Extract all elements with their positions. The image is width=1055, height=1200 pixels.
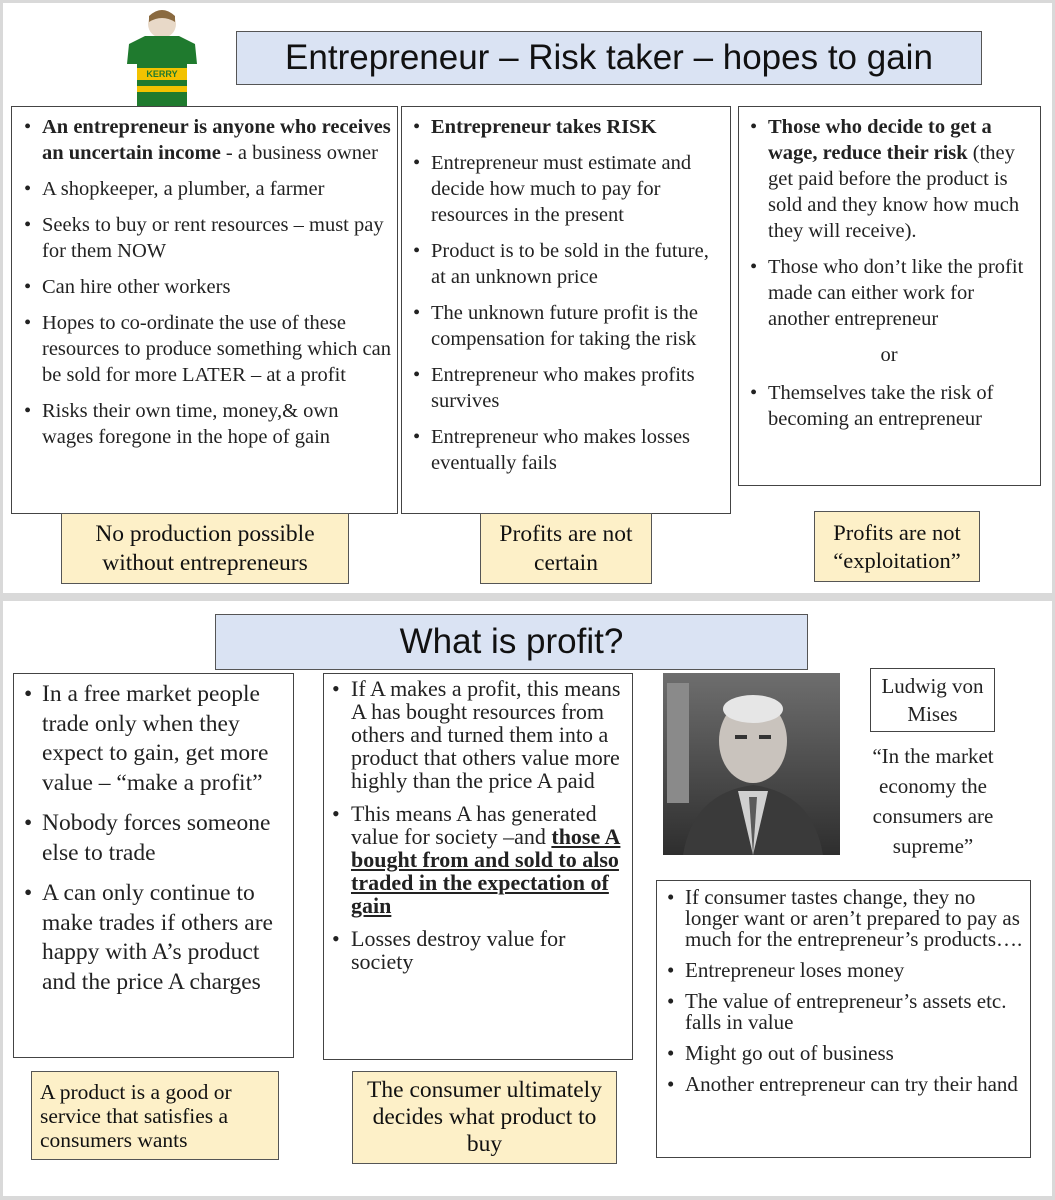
slide1-title: Entrepreneur – Risk taker – hopes to gain	[236, 31, 982, 85]
portrait-photo	[663, 673, 840, 855]
quote-text: “In the market economy the consumers are supreme”	[872, 744, 994, 858]
slide-entrepreneur	[3, 3, 1052, 593]
list-item: • A shopkeeper, a plumber, a farmer	[18, 176, 391, 202]
list-item: • If A makes a profit, this means A has bought resources from others and turned them into a product that others value more highly than the price A paid	[326, 677, 626, 792]
note-no-production: No production possible without entrepreneurs	[61, 513, 349, 584]
list-item: • Product is to be sold in the future, at an unknown price	[407, 238, 724, 290]
list-item: • Can hire other workers	[18, 274, 391, 300]
list-item: • Seeks to buy or rent resources – must pay for them NOW	[18, 212, 391, 264]
list-item: • This means A has generated value for society –and those A bought from and sold to also traded in the expectation of gain	[326, 802, 626, 917]
list-item: • Might go out of business	[661, 1043, 1024, 1064]
list-item: • Entrepreneur who makes profits survives	[407, 362, 724, 414]
note-consumer-decides: The consumer ultimately decides what product to buy	[352, 1071, 617, 1164]
or-text: or	[880, 344, 898, 366]
risk-box	[401, 106, 731, 514]
list-item: • Losses destroy value for society	[326, 927, 626, 973]
note-profits-not-certain: Profits are not certain	[480, 513, 652, 584]
name-label-box	[870, 668, 995, 732]
slide2-title: What is profit?	[215, 614, 808, 670]
list-item: • Risks their own time, money,& own wages foregone in the hope of gain	[18, 398, 391, 450]
note-profits-not-exploitation: Profits are not “exploitation”	[814, 511, 980, 582]
jersey-image	[121, 6, 203, 106]
list-item: • Themselves take the risk of becoming an entrepreneur	[744, 380, 1034, 432]
list-item: • Those who decide to get a wage, reduce their risk (they get paid before the product is sold and they know how much they will receive).	[744, 114, 1034, 244]
free-market-box	[13, 673, 294, 1058]
list-item: • Hopes to co-ordinate the use of these resources to produce something which can be sold for more LATER – at a profit	[18, 310, 391, 388]
list-item: • Entrepreneur must estimate and decide how much to pay for resources in the present	[407, 150, 724, 228]
list-item: • Nobody forces someone else to trade	[18, 809, 287, 868]
entrepreneur-definition-box	[11, 106, 398, 514]
list-item: • The unknown future profit is the compensation for taking the risk	[407, 300, 724, 352]
list-item: • Entrepreneur loses money	[661, 960, 1024, 981]
slide-what-is-profit	[3, 601, 1052, 1196]
list-item: • A can only continue to make trades if others are happy with A’s product and the price A charges	[18, 879, 287, 997]
list-item: • If consumer tastes change, they no longer want or aren’t prepared to pay as much for the entrepreneur’s products….	[661, 887, 1024, 950]
list-item: • Another entrepreneur can try their hand	[661, 1074, 1024, 1095]
name-label: Ludwig von Mises	[881, 674, 984, 726]
jersey-brand-text: KERRY	[146, 69, 178, 79]
consumer-tastes-box	[656, 880, 1031, 1158]
wage-earners-box	[738, 106, 1041, 486]
list-item: • In a free market people trade only when they expect to gain, get more value – “make a profit”	[18, 680, 287, 798]
list-item: • Entrepreneur takes RISK	[407, 114, 724, 140]
list-item: • Those who don’t like the profit made can either work for another entrepreneur	[744, 254, 1034, 332]
list-item: • An entrepreneur is anyone who receives an uncertain income - a business owner	[18, 114, 391, 166]
profit-value-box	[323, 673, 633, 1060]
note-product-definition: A product is a good or service that satisfies a consumers wants	[31, 1071, 279, 1160]
list-item: • Entrepreneur who makes losses eventually fails	[407, 424, 724, 476]
list-item: • The value of entrepreneur’s assets etc. falls in value	[661, 991, 1024, 1033]
